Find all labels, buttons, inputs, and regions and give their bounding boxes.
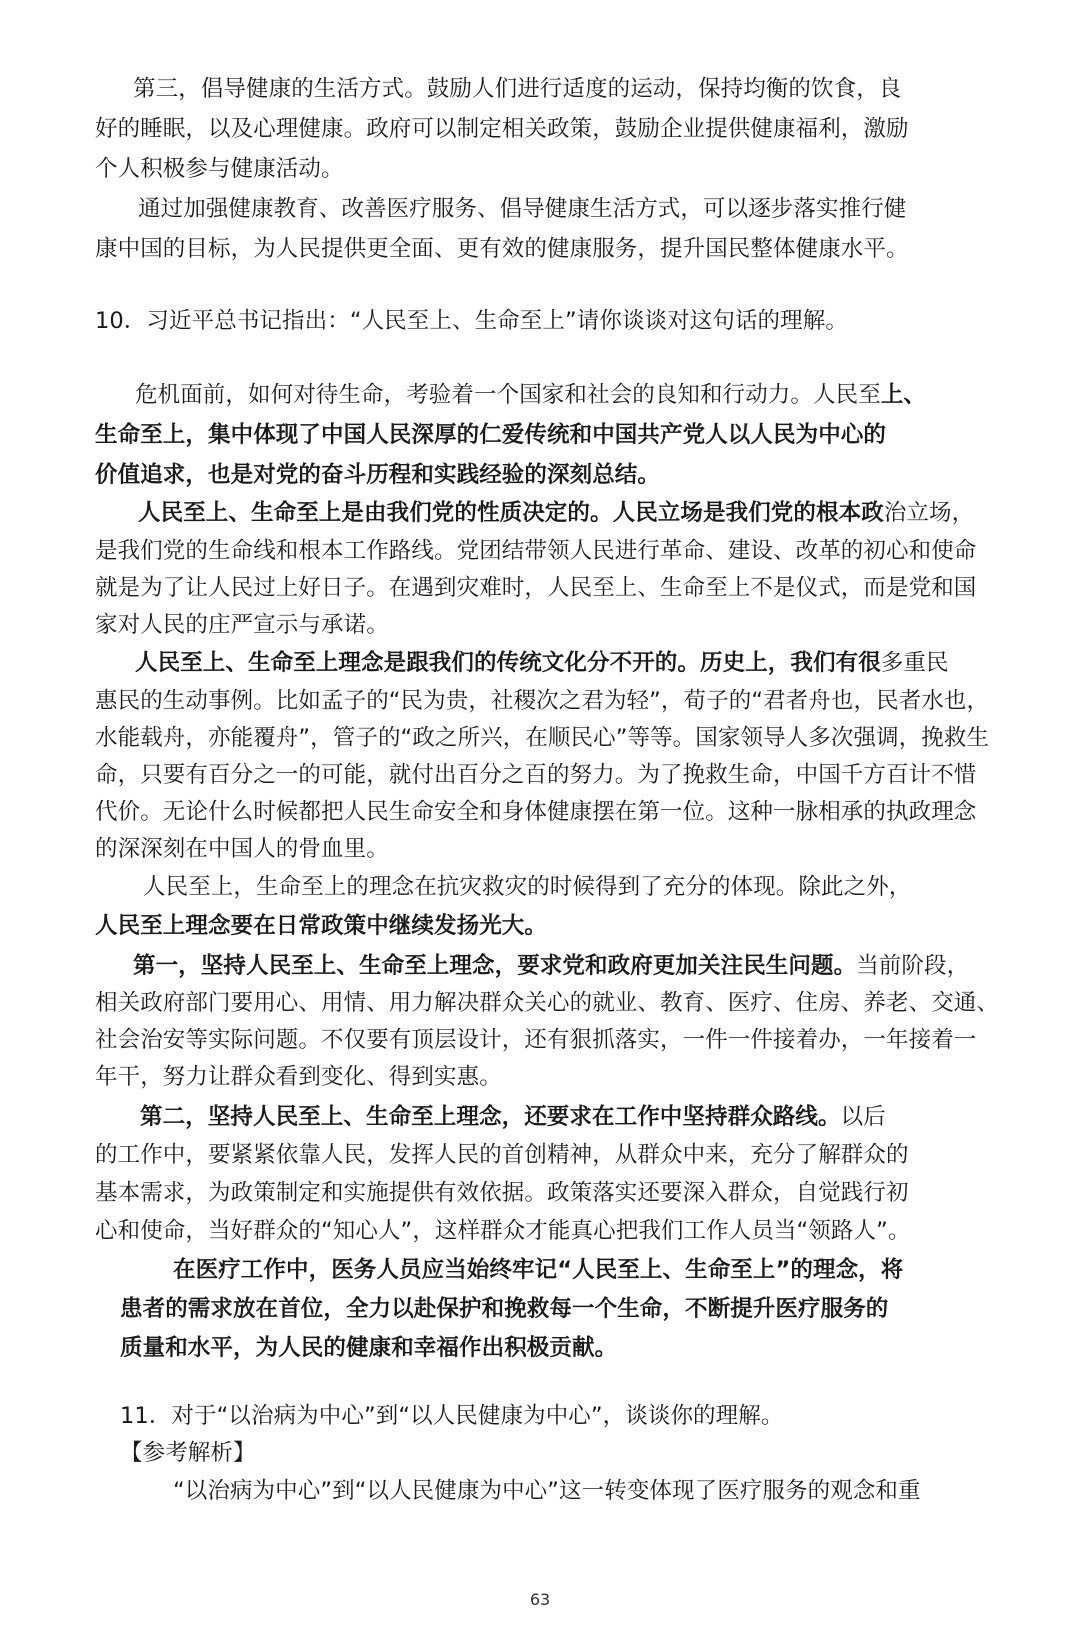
paragraph-line: “以治病为中心”到“以人民健康为中心”这一转变体现了医疗服务的观念和重	[173, 1478, 921, 1504]
page-number: 63	[529, 1590, 551, 1609]
paragraph-line: 的工作中，要紧紧依靠人民，发挥人民的首创精神，从群众中来，充分了解群众的	[95, 1142, 909, 1168]
bold-paragraph-line: 在医疗工作中，医务人员应当始终牢记“人民至上、生命至上”的理念，将	[173, 1257, 904, 1283]
bold-text-run: 人民至上、生命至上理念是跟我们的传统文化分不开的。历史上，我们有很	[135, 650, 881, 676]
paragraph-line: 第三，倡导健康的生活方式。鼓励人们进行适度的运动，保持均衡的饮食，良	[133, 76, 902, 102]
paragraph-line	[135, 380, 926, 410]
paragraph-line: 水能载舟，亦能覆舟”，管子的“政之所兴，在顺民心”等等。国家领导人多次强调，挽救生	[95, 725, 990, 751]
question-11: 11．对于“以治病为中心”到“以人民健康为中心”，谈谈你的理解。	[120, 1403, 784, 1429]
text-run: 当前阶段，	[856, 953, 970, 979]
bold-text-run: 第一，坚持人民至上、生命至上理念，要求党和政府更加关注民生问题。	[133, 953, 857, 979]
text-run: 以后	[840, 1104, 886, 1130]
text-run: 治立场，	[883, 500, 975, 526]
paragraph-line: 代价。无论什么时候都把人民生命安全和身体健康摆在第一位。这种一脉相承的执政理念	[95, 799, 977, 825]
paragraph-line	[133, 951, 969, 981]
paragraph-line: 年干，努力让群众看到变化、得到实惠。	[95, 1064, 502, 1090]
question-10: 10．习近平总书记指出：“人民至上、生命至上”请你谈谈对这句话的理解。	[95, 308, 848, 334]
paragraph-line: 人民至上，生命至上的理念在抗灾救灾的时候得到了充分的体现。除此之外，	[143, 874, 912, 900]
paragraph-line: 基本需求，为政策制定和实施提供有效依据。政策落实还要深入群众，自觉践行初	[95, 1180, 909, 1206]
bold-paragraph-line: 质量和水平，为人民的健康和幸福作出积极贡献。	[120, 1335, 618, 1361]
bold-text-run: 上、	[880, 382, 927, 408]
paragraph-line: 的深深刻在中国人的骨血里。	[95, 836, 389, 862]
bold-paragraph-line: 生命至上，集中体现了中国人民深厚的仁爱传统和中国共产党人以人民为中心的	[95, 422, 887, 448]
paragraph-line: 个人积极参与健康活动。	[95, 156, 344, 182]
paragraph-line: 相关政府部门要用心、用情、用力解决群众关心的就业、教育、医疗、住房、养老、交通、	[95, 990, 1000, 1016]
bold-text-run: 第二，坚持人民至上、生命至上理念，还要求在工作中坚持群众路线。	[140, 1104, 841, 1130]
paragraph-line: 命，只要有百分之一的可能，就付出百分之百的努力。为了挽救生命，中国千方百计不惜	[95, 762, 977, 788]
paragraph-line	[140, 1102, 886, 1132]
bold-paragraph-line: 人民至上理念要在日常政策中继续发扬光大。	[95, 913, 548, 939]
paragraph-line: 心和使命，当好群众的“知心人”，这样群众才能真心把我们工作人员当“领路人”。	[95, 1218, 911, 1244]
paragraph-line: 好的睡眠，以及心理健康。政府可以制定相关政策，鼓励企业提供健康福利，激励	[95, 116, 909, 142]
bold-paragraph-line: 价值追求，也是对党的奋斗历程和实践经验的深刻总结。	[95, 462, 661, 488]
paragraph-line: 惠民的生动事例。比如孟子的“民为贵，社稷次之君为轻”，荀子的“君者舟也，民者水也，	[95, 688, 990, 714]
text-run: 危机面前，如何对待生命，考验着一个国家和社会的良知和行动力。人民至	[135, 382, 881, 408]
bold-paragraph-line: 患者的需求放在首位，全力以赴保护和挽救每一个生命，不断提升医疗服务的	[120, 1296, 889, 1322]
paragraph-line	[135, 648, 949, 678]
paragraph-line: 通过加强健康教育、改善医疗服务、倡导健康生活方式，可以逐步落实推行健	[138, 196, 907, 222]
paragraph-line: 是我们党的生命线和根本工作路线。党团结带领人民进行革命、建设、改革的初心和使命	[95, 538, 977, 564]
reference-heading: 【参考解析】	[120, 1440, 256, 1466]
paragraph-line	[138, 498, 974, 528]
paragraph-line: 就是为了让人民过上好日子。在遇到灾难时，人民至上、生命至上不是仪式，而是党和国	[95, 575, 977, 601]
paragraph-line: 家对人民的庄严宣示与承诺。	[95, 612, 389, 638]
paragraph-line: 社会治安等实际问题。不仅要有顶层设计，还有狠抓落实，一件一件接着办，一年接着一	[95, 1027, 977, 1053]
paragraph-line: 康中国的目标，为人民提供更全面、更有效的健康服务，提升国民整体健康水平。	[95, 236, 909, 262]
text-run: 多重民	[880, 650, 949, 676]
bold-text-run: 人民至上、生命至上是由我们党的性质决定的。人民立场是我们党的根本政	[138, 500, 884, 526]
